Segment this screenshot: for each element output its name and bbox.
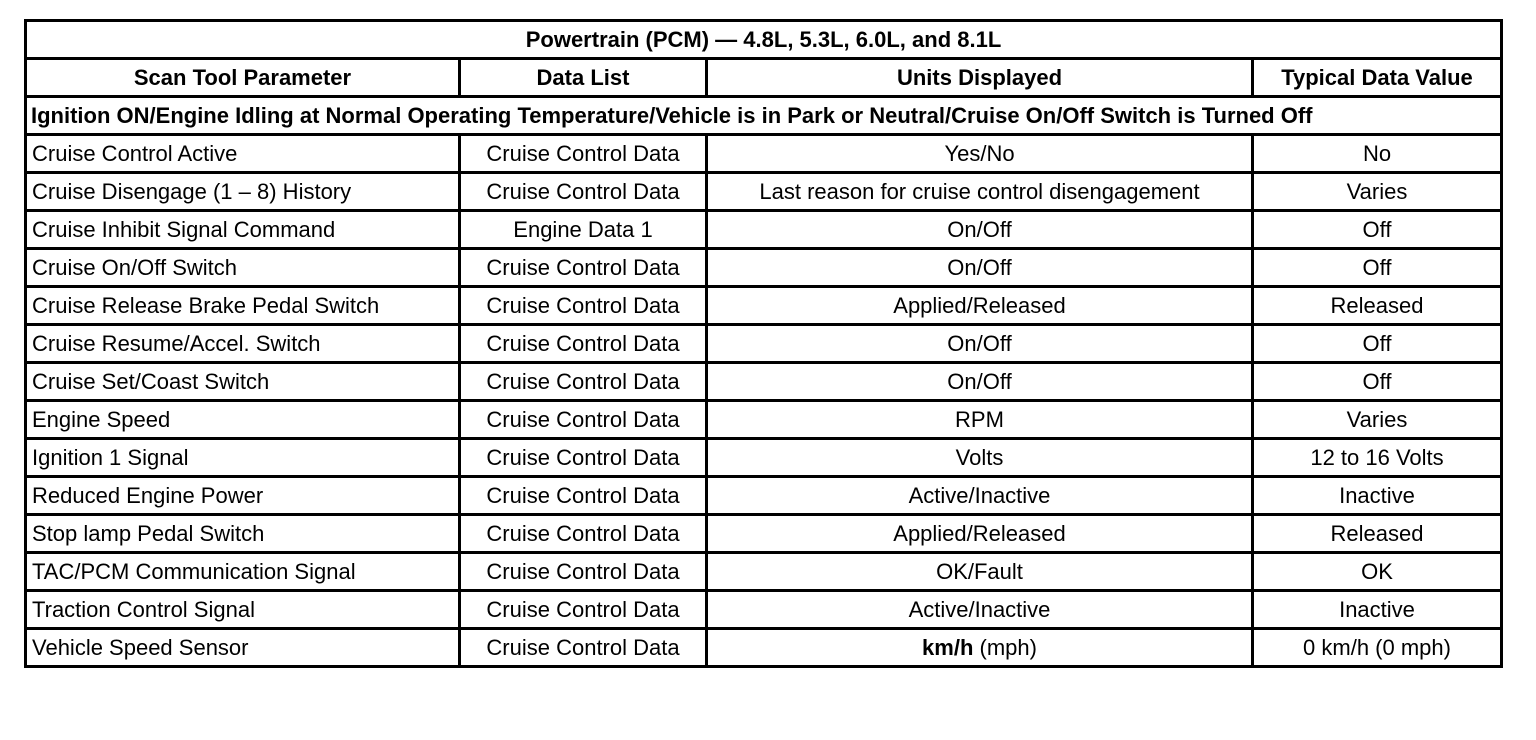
table-title-row: [26, 21, 1502, 59]
parameter-cell: Cruise On/Off Switch: [26, 249, 460, 287]
typical-value-cell: Off: [1253, 363, 1502, 401]
typical-value-cell: Released: [1253, 515, 1502, 553]
scan-tool-data-table: [24, 19, 1503, 668]
data-table-container: [24, 19, 1500, 668]
data-list-cell: Cruise Control Data: [460, 249, 707, 287]
column-header-data-list: Data List: [460, 59, 707, 97]
parameter-cell: Cruise Disengage (1 – 8) History: [26, 173, 460, 211]
data-list-cell: Cruise Control Data: [460, 135, 707, 173]
units-cell: On/Off: [707, 325, 1253, 363]
data-list-cell: Cruise Control Data: [460, 287, 707, 325]
parameter-cell: TAC/PCM Communication Signal: [26, 553, 460, 591]
parameter-cell: Cruise Inhibit Signal Command: [26, 211, 460, 249]
units-cell: Last reason for cruise control disengagement: [707, 173, 1253, 211]
operating-condition: Ignition ON/Engine Idling at Normal Operating Temperature/Vehicle is in Park or Neutral/Cruise On/Off Switch is Turned Off: [26, 97, 1502, 135]
typical-value-cell: Varies: [1253, 173, 1502, 211]
data-list-cell: Cruise Control Data: [460, 173, 707, 211]
data-list-cell: Cruise Control Data: [460, 553, 707, 591]
typical-value-cell: Off: [1253, 325, 1502, 363]
parameter-cell: Engine Speed: [26, 401, 460, 439]
column-header-units: Units Displayed: [707, 59, 1253, 97]
parameter-cell: Ignition 1 Signal: [26, 439, 460, 477]
data-list-cell: Cruise Control Data: [460, 515, 707, 553]
table-header-row: [26, 59, 1502, 97]
units-cell: Yes/No: [707, 135, 1253, 173]
table-row: [26, 287, 1502, 325]
condition-row: [26, 97, 1502, 135]
parameter-cell: Cruise Control Active: [26, 135, 460, 173]
data-list-cell: Cruise Control Data: [460, 591, 707, 629]
typical-value-cell: Released: [1253, 287, 1502, 325]
column-header-parameter: Scan Tool Parameter: [26, 59, 460, 97]
table-row: [26, 515, 1502, 553]
column-header-typical-value: Typical Data Value: [1253, 59, 1502, 97]
parameter-cell: Stop lamp Pedal Switch: [26, 515, 460, 553]
data-list-cell: Cruise Control Data: [460, 629, 707, 667]
table-row: [26, 363, 1502, 401]
typical-value-cell: Inactive: [1253, 477, 1502, 515]
typical-value-cell: 12 to 16 Volts: [1253, 439, 1502, 477]
units-bold-part: km/h: [922, 635, 974, 660]
data-list-cell: Cruise Control Data: [460, 363, 707, 401]
table-row: [26, 249, 1502, 287]
parameter-cell: Cruise Set/Coast Switch: [26, 363, 460, 401]
units-cell: OK/Fault: [707, 553, 1253, 591]
units-cell: Applied/Released: [707, 287, 1253, 325]
typical-value-cell: OK: [1253, 553, 1502, 591]
parameter-cell: Vehicle Speed Sensor: [26, 629, 460, 667]
parameter-cell: Cruise Resume/Accel. Switch: [26, 325, 460, 363]
data-list-cell: Cruise Control Data: [460, 477, 707, 515]
typical-value-cell: 0 km/h (0 mph): [1253, 629, 1502, 667]
table-row: [26, 439, 1502, 477]
units-cell: On/Off: [707, 249, 1253, 287]
units-cell: On/Off: [707, 363, 1253, 401]
table-row: [26, 135, 1502, 173]
parameter-cell: Traction Control Signal: [26, 591, 460, 629]
table-title: Powertrain (PCM) — 4.8L, 5.3L, 6.0L, and 8.1L: [26, 21, 1502, 59]
typical-value-cell: Inactive: [1253, 591, 1502, 629]
units-rest-part: (mph): [973, 635, 1037, 660]
typical-value-cell: Off: [1253, 211, 1502, 249]
parameter-cell: Cruise Release Brake Pedal Switch: [26, 287, 460, 325]
data-list-cell: Cruise Control Data: [460, 439, 707, 477]
typical-value-cell: Off: [1253, 249, 1502, 287]
typical-value-cell: No: [1253, 135, 1502, 173]
units-cell: On/Off: [707, 211, 1253, 249]
data-list-cell: Cruise Control Data: [460, 325, 707, 363]
units-cell: Active/Inactive: [707, 477, 1253, 515]
table-row: [26, 591, 1502, 629]
table-row: [26, 325, 1502, 363]
table-row: [26, 401, 1502, 439]
parameter-cell: Reduced Engine Power: [26, 477, 460, 515]
units-cell: Applied/Released: [707, 515, 1253, 553]
table-row: [26, 477, 1502, 515]
typical-value-cell: Varies: [1253, 401, 1502, 439]
table-row: [26, 629, 1502, 667]
units-cell: RPM: [707, 401, 1253, 439]
table-row: [26, 553, 1502, 591]
units-cell: Volts: [707, 439, 1253, 477]
units-cell: [707, 629, 1253, 667]
table-row: [26, 211, 1502, 249]
data-list-cell: Cruise Control Data: [460, 401, 707, 439]
units-cell: Active/Inactive: [707, 591, 1253, 629]
data-list-cell: Engine Data 1: [460, 211, 707, 249]
table-row: [26, 173, 1502, 211]
